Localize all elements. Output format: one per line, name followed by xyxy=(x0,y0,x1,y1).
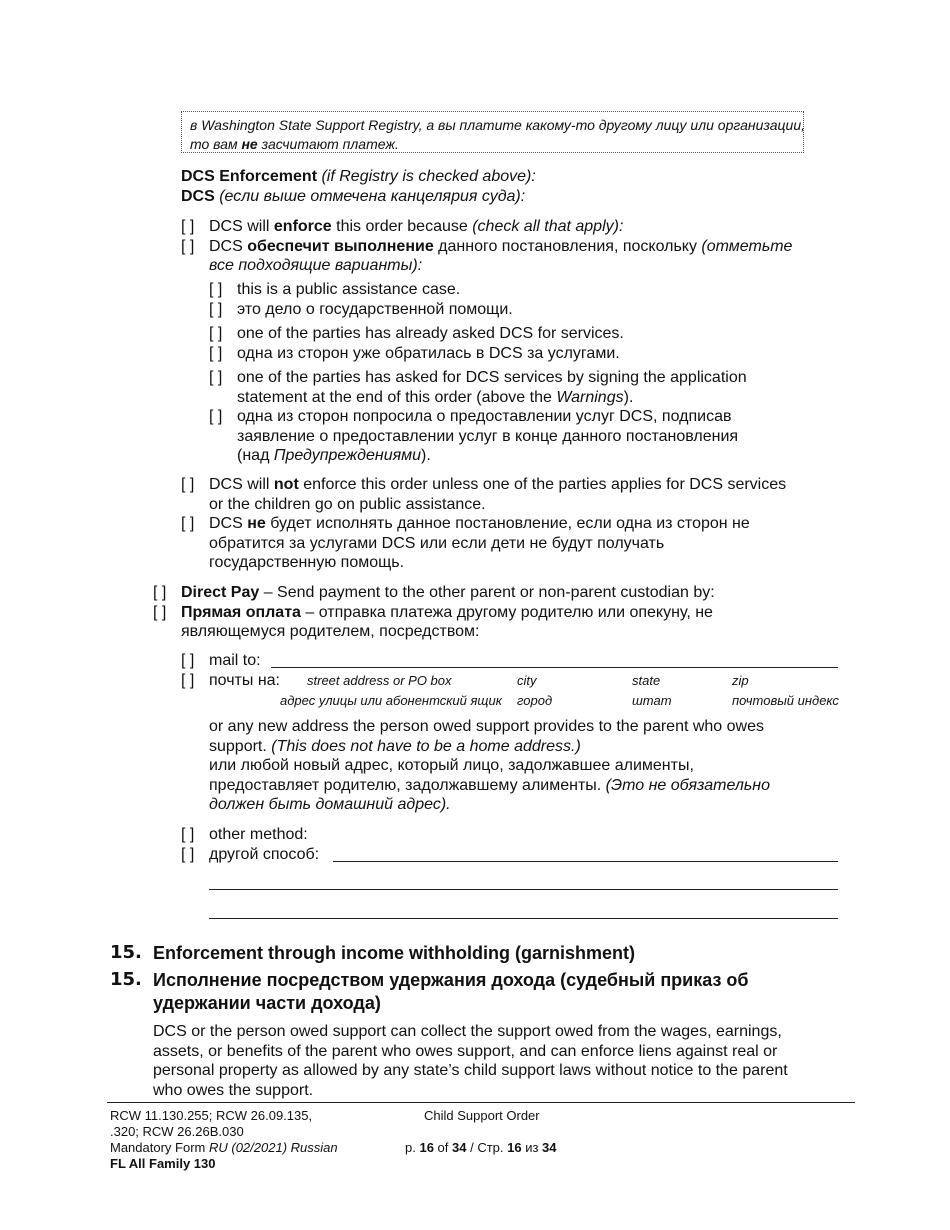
registry-note-line-1: в Washington State Support Registry, а вы платите какому-то другому лицу или организации, xyxy=(190,117,805,133)
caption-street-ru: адрес улицы или абонентский ящик xyxy=(280,693,502,708)
checkbox-enforce-ru[interactable]: [ ] xyxy=(181,237,195,255)
caption-zip-ru: почтовый индекс xyxy=(732,693,839,708)
caption-city: city xyxy=(517,673,537,688)
mail-option: [ ] [ ] mail to: почты на: xyxy=(181,652,280,689)
section-number: 15. xyxy=(110,942,142,963)
other-method-line-2[interactable] xyxy=(209,889,838,890)
reason-asked-services: [ ] [ ] one of the parties has already asked DCS for services. одна из сторон уже обратилась в DCS за услугами. xyxy=(209,325,624,362)
enforce-label-ru: DCS обеспечит выполнение данного постановления, поскольку (отметьте xyxy=(209,237,793,255)
checkbox-asked-services-ru[interactable]: [ ] xyxy=(209,344,223,362)
checkbox-other-method-ru[interactable]: [ ] xyxy=(181,845,195,863)
footer-page-number: p. 16 of 34 / Стр. 16 из 34 xyxy=(405,1140,557,1155)
not-enforce-option-ru: [ ] DCS не будет исполнять данное постановление, если одна из сторон не обратится за услугами DCS или если дети не будут получать государственную помощь. xyxy=(181,515,750,571)
registry-note-box xyxy=(181,111,804,153)
dcs-enforcement-heading: DCS Enforcement (if Registry is checked above): DCS (если выше отмечена канцелярия суда): xyxy=(181,168,536,205)
checkbox-mail-ru[interactable]: [ ] xyxy=(181,671,195,689)
other-method-option: [ ] [ ] other method: другой способ: xyxy=(181,826,320,863)
checkbox-mail[interactable]: [ ] xyxy=(181,652,195,669)
checkbox-direct-pay-ru[interactable]: [ ] xyxy=(153,603,167,621)
not-enforce-option: [ ] DCS will not enforce this order unless one of the parties applies for DCS services or the children go on public assistance. xyxy=(181,476,787,513)
enforce-option xyxy=(181,217,846,276)
caption-city-ru: город xyxy=(517,693,553,708)
checkbox-public-assistance[interactable]: [ ] xyxy=(209,281,223,298)
direct-pay-option: [ ] [ ] Direct Pay – Send payment to the other parent or non-parent custodian by: Прямая оплата – отправка платежа другому родителю или опекуну, не являющемуся родителем, посредством: xyxy=(153,584,715,640)
checkbox-asked-services[interactable]: [ ] xyxy=(209,325,223,342)
footer-doc-title: Child Support Order xyxy=(424,1108,540,1123)
other-method-line-3[interactable] xyxy=(209,918,838,919)
checkbox-not-enforce-ru[interactable]: [ ] xyxy=(181,515,195,532)
caption-zip: zip xyxy=(732,673,749,688)
mail-address-line[interactable] xyxy=(271,667,838,668)
checkbox-signed-application-ru[interactable]: [ ] xyxy=(209,408,223,425)
footer-left: RCW 11.130.255; RCW 26.09.135, .320; RCW 26.26B.030 Mandatory Form RU (02/2021) Russian FL All Family 130 xyxy=(110,1108,338,1171)
caption-street: street address or PO box xyxy=(307,673,452,688)
registry-note-line-2: то вам не засчитают платеж. xyxy=(190,136,399,152)
checkbox-public-assistance-ru[interactable]: [ ] xyxy=(209,300,223,318)
checkbox-not-enforce[interactable]: [ ] xyxy=(181,476,195,493)
caption-state: state xyxy=(632,673,661,688)
caption-state-ru: штат xyxy=(632,693,672,708)
reason-signed-application: [ ] one of the parties has asked for DCS services by signing the application statement at the end of this order (above the Warnings). xyxy=(209,369,747,406)
checkbox-enforce[interactable]: [ ] xyxy=(181,218,195,235)
checkbox-other-method[interactable]: [ ] xyxy=(181,826,195,843)
other-method-line[interactable] xyxy=(333,861,838,862)
section-number-ru: 15. xyxy=(110,969,142,990)
new-address-paragraph: or any new address the person owed support provides to the parent who owes support. (This does not have to be a home address.) или любой новый адрес, который лицо, задолжавшее алименты, предоставляет родителю, задолжавшему алименты. (Это не обязательно должен быть домашний адрес). xyxy=(209,718,770,813)
section-title-ru: Исполнение посредством удержания дохода (судебный приказ об удержании части дохода) xyxy=(153,970,749,1013)
reason-signed-application-ru: [ ] одна из сторон попросила о предоставлении услуг DCS, подписав заявление о предоставлении услуг в конце данного постановления (над Предупреждениями). xyxy=(209,408,739,464)
enforce-label-en: DCS will enforce this order because (check all that apply): xyxy=(209,218,624,235)
footer-divider xyxy=(107,1102,855,1103)
enforce-label-ru-2: все подходящие варианты): xyxy=(209,257,423,274)
section-title-en: Enforcement through income withholding (garnishment) xyxy=(153,943,635,963)
section-body: DCS or the person owed support can collect the support owed from the wages, earnings, assets, or benefits of the parent who owes support, and can enforce liens against real or personal property as allowed by any state’s child support laws without notice to the parent who owes the support. xyxy=(153,1023,788,1099)
reason-public-assistance: [ ] [ ] this is a public assistance case. это дело о государственной помощи. xyxy=(209,281,513,318)
checkbox-signed-application[interactable]: [ ] xyxy=(209,369,223,386)
checkbox-direct-pay[interactable]: [ ] xyxy=(153,584,167,601)
